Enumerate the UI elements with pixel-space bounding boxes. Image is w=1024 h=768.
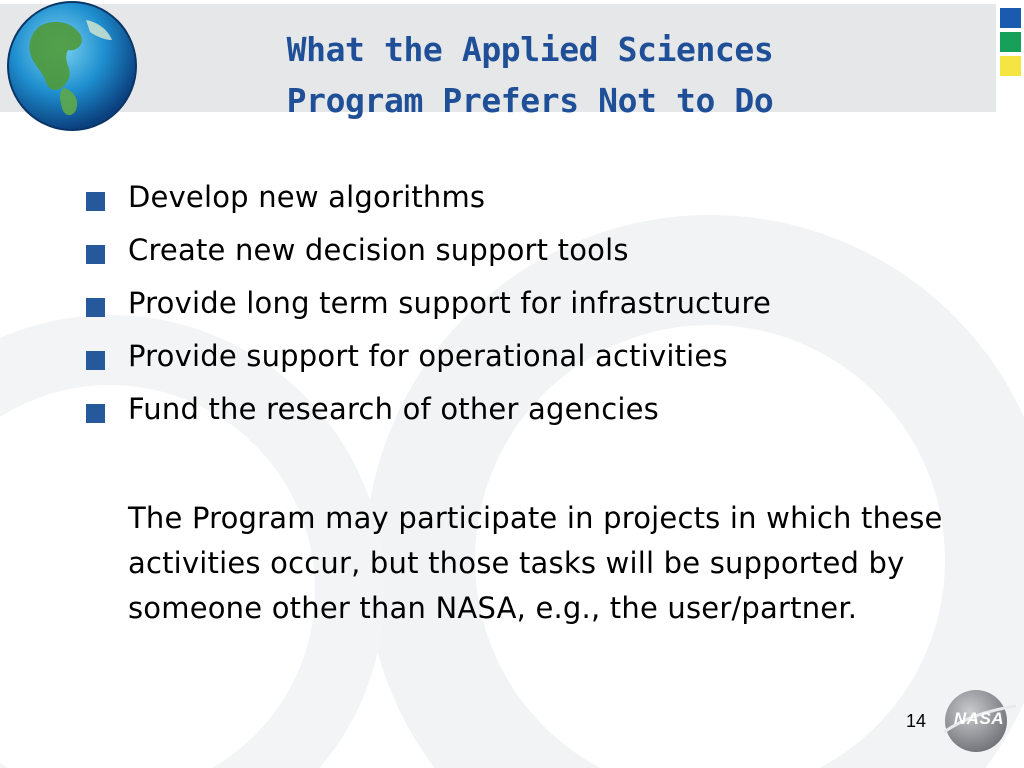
yellow-square bbox=[1000, 56, 1021, 76]
bullet-item bbox=[86, 172, 966, 225]
square-bullet-icon bbox=[86, 351, 105, 370]
bullet-text: Provide support for operational activities bbox=[128, 339, 728, 373]
slide-title bbox=[170, 24, 890, 126]
bullet-list bbox=[86, 172, 966, 437]
bullet-text: Create new decision support tools bbox=[128, 233, 629, 267]
globe-icon bbox=[2, 0, 142, 136]
slide-title-line-2: Program Prefers Not to Do bbox=[286, 81, 774, 120]
bullet-item bbox=[86, 225, 966, 278]
bullet-item bbox=[86, 331, 966, 384]
bullet-text: Provide long term support for infrastructure bbox=[128, 286, 771, 320]
bullet-item bbox=[86, 278, 966, 331]
square-bullet-icon bbox=[86, 192, 105, 211]
bullet-text: Develop new algorithms bbox=[128, 180, 486, 214]
square-bullet-icon bbox=[86, 298, 105, 317]
note-paragraph: The Program may participate in projects in which these activities occur, but those tasks will be supported by someone other than NASA, e.g., the user/partner. bbox=[128, 501, 943, 625]
bullet-item bbox=[86, 384, 966, 437]
blue-square bbox=[1000, 8, 1021, 28]
bullet-text: Fund the research of other agencies bbox=[128, 392, 659, 426]
square-bullet-icon bbox=[86, 404, 105, 423]
nasa-logo-text: NASA bbox=[953, 709, 1005, 728]
square-bullet-icon bbox=[86, 245, 105, 264]
slide-title-line-1: What the Applied Sciences bbox=[286, 30, 774, 69]
green-square bbox=[1000, 32, 1021, 52]
page-number: 14 bbox=[906, 711, 927, 731]
corner-squares-decoration bbox=[1000, 8, 1022, 80]
